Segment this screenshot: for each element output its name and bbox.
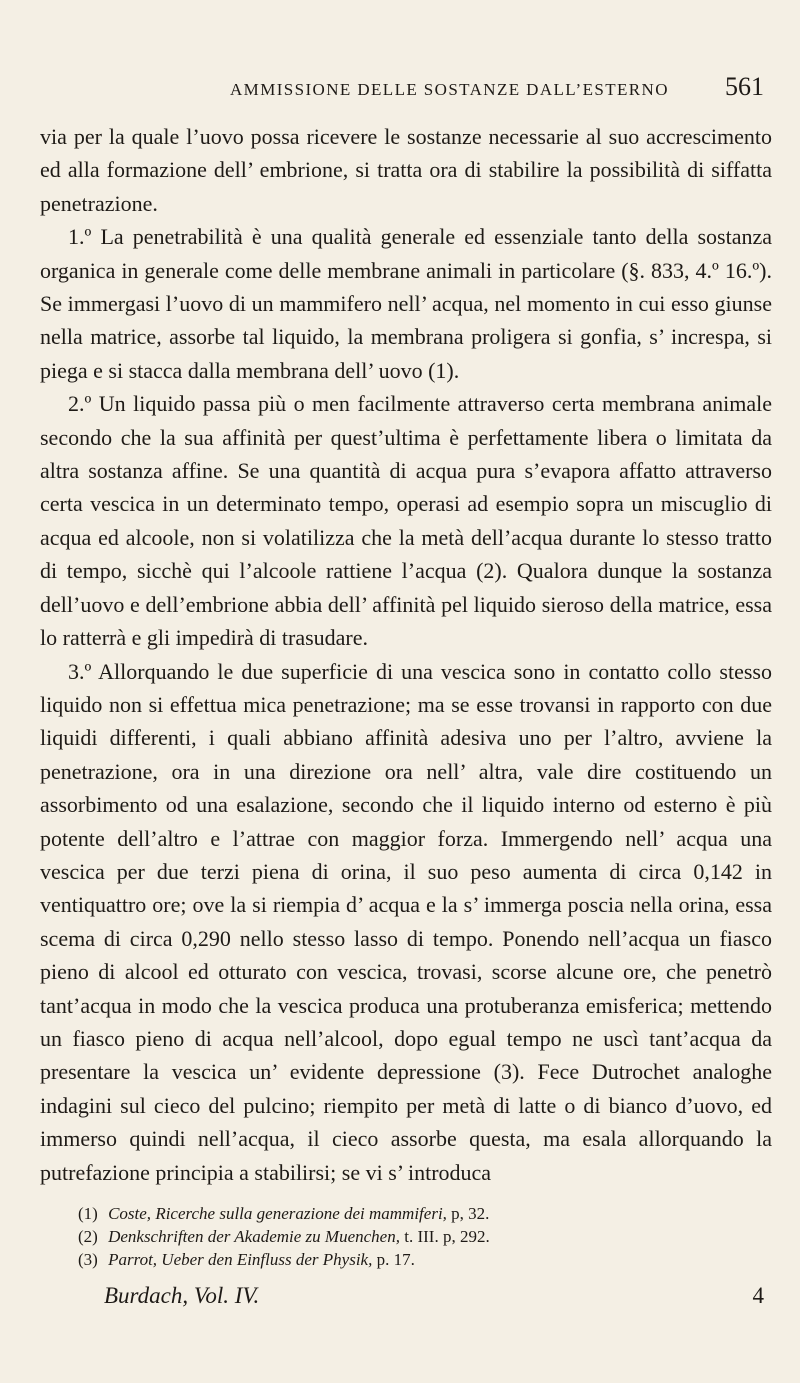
footnotes (78, 1202, 768, 1271)
paragraph-point-2: 2.º Un liquido passa più o men facilmente attraverso certa membrana animale secondo che la sua affinità per quest’ultima è perfettamente libera o limitata da altra sostanza affine. Se una quantità di acqua pura s’evapora affatto attraverso certa vescica in un determinato tempo, operasi ad esempio sopra un miscuglio di acqua ed alcoole, non si volatilizza che la metà dell’acqua durante lo stesso tratto di tempo, sicchè qui l’alcoole rattiene l’acqua (2). Qualora dunque la sostanza dell’uovo e dell’embrione abbia dell’ affinità pel liquido sieroso della matrice, essa lo ratterrà e gli impedirà di trasudare. (40, 391, 772, 651)
footnote (78, 1225, 768, 1248)
footnote-number: (2) (78, 1227, 98, 1246)
footnote-location: p. 17. (376, 1250, 415, 1269)
footnote-title: Ricerche sulla generazione dei mammiferi, (155, 1204, 447, 1223)
page-number: 561 (725, 72, 764, 101)
paragraph-point-3: 3.º Allorquando le due superficie di una vescica sono in contatto collo stesso liquido non si effettua mica penetrazione; ma se esse trovansi in rapporto con due liquidi differenti, i quali abbiano affinità adesiva uno per l’altro, avviene la penetrazione, ora in una direzione ora nell’ altra, vale dire costituendo un assorbimento od una esalazione, secondo che il liquido interno od esterno è più potente dell’altro e l’attrae con maggior forza. Immergendo nell’ acqua una vescica per due terzi piena di orina, il suo peso aumenta di circa 0,142 in ventiquattro ore; ove la si riempia d’ acqua e la s’ immerga poscia nella orina, essa scema di circa 0,290 nello stesso lasso di tempo. Ponendo nell’acqua un fiasco pieno di alcool ed otturato con vescica, trovasi, scorse alcune ore, che penetrò tant’acqua in modo che la vescica produca una protuberanza emisferica; mettendo un fiasco pieno di acqua nell’alcool, dopo egual tempo ne uscì tant’acqua da presentare la vescica un’ evidente depressione (3). Fece Dutrochet analoghe indagini sul cieco del pulcino; riempito per metà di latte o di bianco d’uovo, ed immerso quindi nell’acqua, il cieco assorbe questa, ma esala allorquando la putrefazione principia a stabilirsi; se vi s’ introduca (40, 658, 772, 1185)
running-head: AMMISSIONE DELLE SOSTANZE DALL’ESTERNO (230, 80, 669, 99)
footnote-title: Ueber den Einfluss der Physik, (161, 1250, 373, 1269)
footnote-location: p, 32. (451, 1204, 490, 1223)
footnote-author: Denkschriften der Akademie zu Muenchen, (108, 1227, 400, 1246)
page-header (40, 68, 772, 112)
footnote-number: (1) (78, 1204, 98, 1223)
footnote-author: Coste, (108, 1204, 152, 1223)
footnote-location: t. III. p, 292. (404, 1227, 490, 1246)
printer-signature (104, 1283, 764, 1309)
footnote (78, 1248, 768, 1271)
signature-text: Burdach, Vol. IV. (104, 1283, 260, 1308)
footnote (78, 1202, 768, 1225)
footnote-author: Parrot, (108, 1250, 158, 1269)
signature-mark: 4 (752, 1283, 764, 1308)
paragraph-continuation: via per la quale l’uovo possa ricevere le sostanze necessarie al suo accrescimento ed alla formazione dell’ embrione, si tratta ora di stabilire la possibilità di siffatta penetrazione. (40, 124, 772, 216)
body-text (40, 120, 772, 1189)
footnote-number: (3) (78, 1250, 98, 1269)
paragraph-point-1: 1.º La penetrabilità è una qualità generale ed essenziale tanto della sostanza organica in generale come delle membrane animali in particolare (§. 833, 4.º 16.º). Se immergasi l’uovo di un mammifero nell’ acqua, nel momento in cui esso giunse nella matrice, assorbe tal liquido, la membrana proligera si gonfia, s’ increspa, si piega e si stacca dalla membrana dell’ uovo (1). (40, 224, 772, 383)
